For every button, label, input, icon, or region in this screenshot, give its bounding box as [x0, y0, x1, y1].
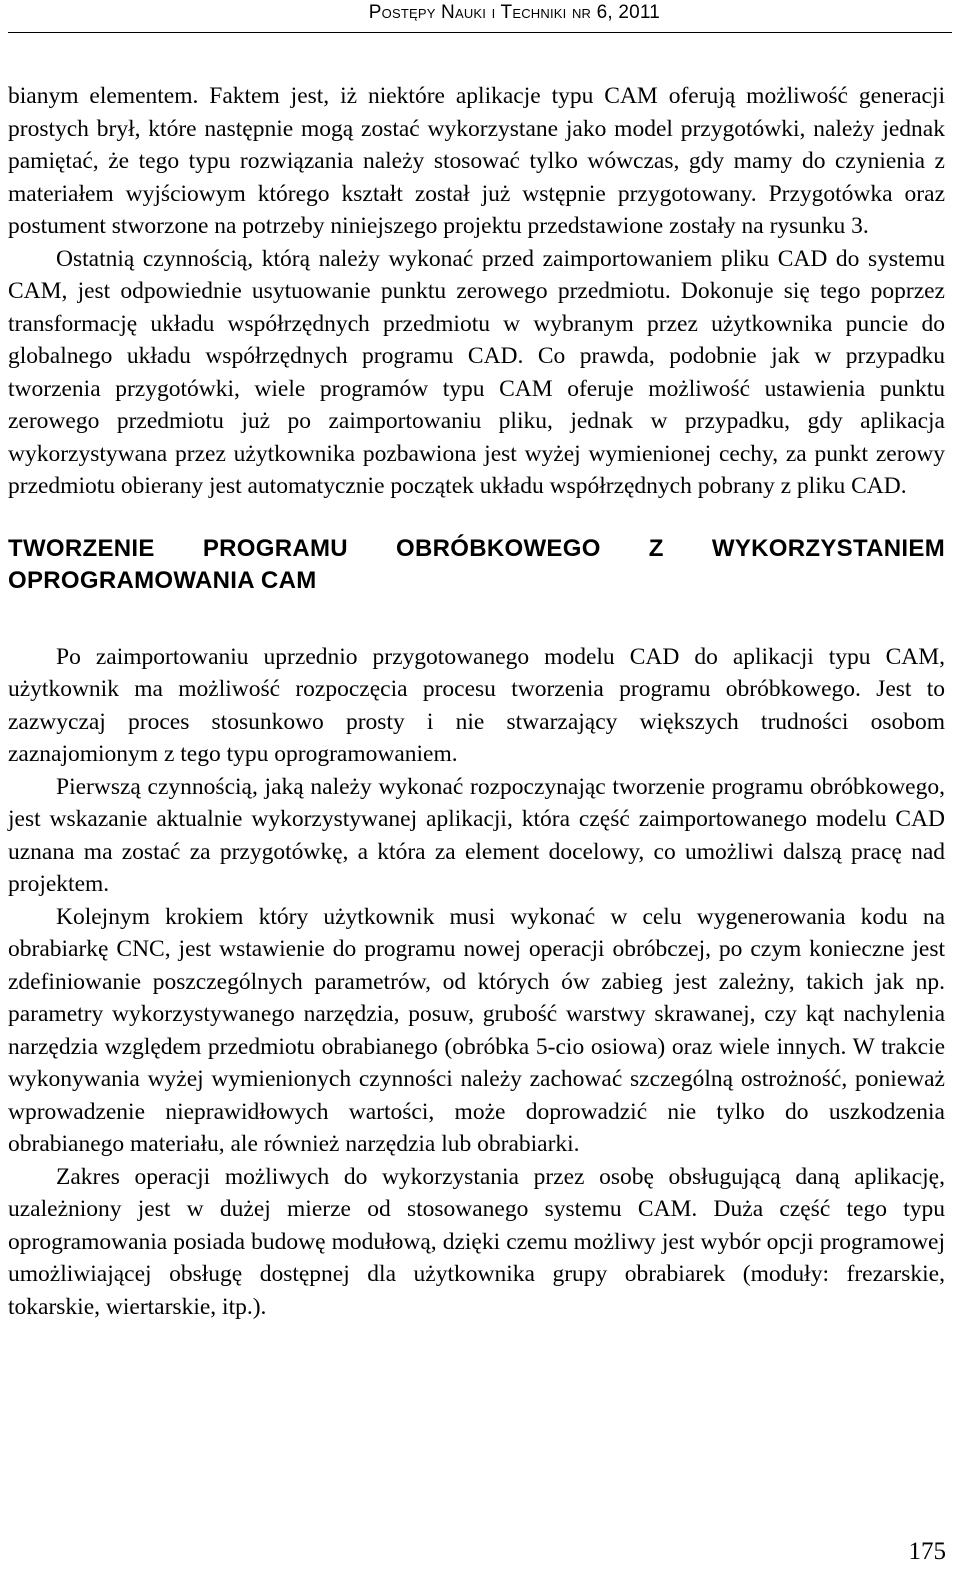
running-header: Postępy Nauki i Techniki nr 6, 2011: [368, 2, 660, 23]
section-heading: TWORZENIE PROGRAMU OBRÓBKOWEGO Z WYKORZYSTANIEM OPROGRAMOWANIA CAM: [8, 534, 945, 594]
page-number: 175: [908, 1538, 946, 1565]
header-rule: [8, 32, 952, 33]
body-text: [8, 80, 945, 1323]
paragraph-5: Kolejnym krokiem który użytkownik musi wykonać w celu wygenerowania kodu na obrabiarkę CNC, jest wstawienie do programu nowej operacji obróbczej, po czym konieczne jest zdefiniowanie poszczególnych parametrów, od których ów zabieg jest zależny, takich jak np. parametry wykorzystywanego narzędzia, posuw, grubość warstwy skrawanej, czy kąt nachylenia narzędzia względem przedmiotu obrabianego (obróbka 5-cio osiowa) oraz wiele innych. W trakcie wykonywania wyżej wymienionych czynności należy zachować szczególną ostrożność, ponieważ wprowadzenie nieprawidłowych wartości, może doprowadzić nie tylko do uszkodzenia obrabianego materiału, ale również narzędzia lub obrabiarki.: [8, 903, 945, 1157]
paragraph-2: Ostatnią czynnością, którą należy wykonać przed zaimportowaniem pliku CAD do systemu CAM, jest odpowiednie usytuowanie punktu zerowego przedmiotu. Dokonuje się tego poprzez transformację układu współrzędnych przedmiotu w wybranym przez użytkownika puncie do globalnego układu współrzędnych programu CAD. Co prawda, podobnie jak w przypadku tworzenia przygotówki, wiele programów typu CAM oferuje możliwość ustawienia punktu zerowego przedmiotu już po zaimportowaniu pliku, jednak w przypadku, gdy aplikacja wykorzystywana przez użytkownika pozbawiona jest wyżej wymienionej cechy, za punkt zerowy przedmiotu obierany jest automatycznie początek układu współrzędnych pobrany z pliku CAD.: [8, 245, 945, 499]
paragraph-4: Pierwszą czynnością, jaką należy wykonać rozpoczynając tworzenie programu obróbkowego, jest wskazanie aktualnie wykorzystywanej aplikacji, która część zaimportowanego modelu CAD uznana ma zostać za przygotówkę, a która za element docelowy, co umożliwi dalszą pracę nad projektem.: [8, 773, 945, 897]
paragraph-6: Zakres operacji możliwych do wykorzystania przez osobę obsługującą daną aplikację, uzależniony jest w dużej mierze od stosowanego systemu CAM. Duża część tego typu oprogramowania posiada budowę modułową, dzięki czemu możliwy jest wybór opcji programowej umożliwiającej obsługę dostępnej dla użytkownika grupy obrabiarek (moduły: frezarskie, tokarskie, wiertarskie, itp.).: [8, 1163, 945, 1320]
paragraph-1: bianym elementem. Faktem jest, iż niektóre aplikacje typu CAM oferują możliwość generacji prostych brył, które następnie mogą zostać wykorzystane jako model przygotówki, należy jednak pamiętać, że tego typu rozwiązania należy stosować tylko wówczas, gdy mamy do czynienia z materiałem wyjściowym którego kształt został już wstępnie przygotowany. Przygotówka oraz postument stworzone na potrzeby niniejszego projektu przedstawione zostały na rysunku 3.: [8, 83, 945, 239]
paragraph-3: Po zaimportowaniu uprzednio przygotowanego modelu CAD do aplikacji typu CAM, użytkownik ma możliwość rozpoczęcia procesu tworzenia programu obróbkowego. Jest to zazwyczaj proces stosunkowo prosty i nie stwarzający większych trudności osobom zaznajomionym z tego typu oprogramowaniem.: [8, 643, 945, 767]
